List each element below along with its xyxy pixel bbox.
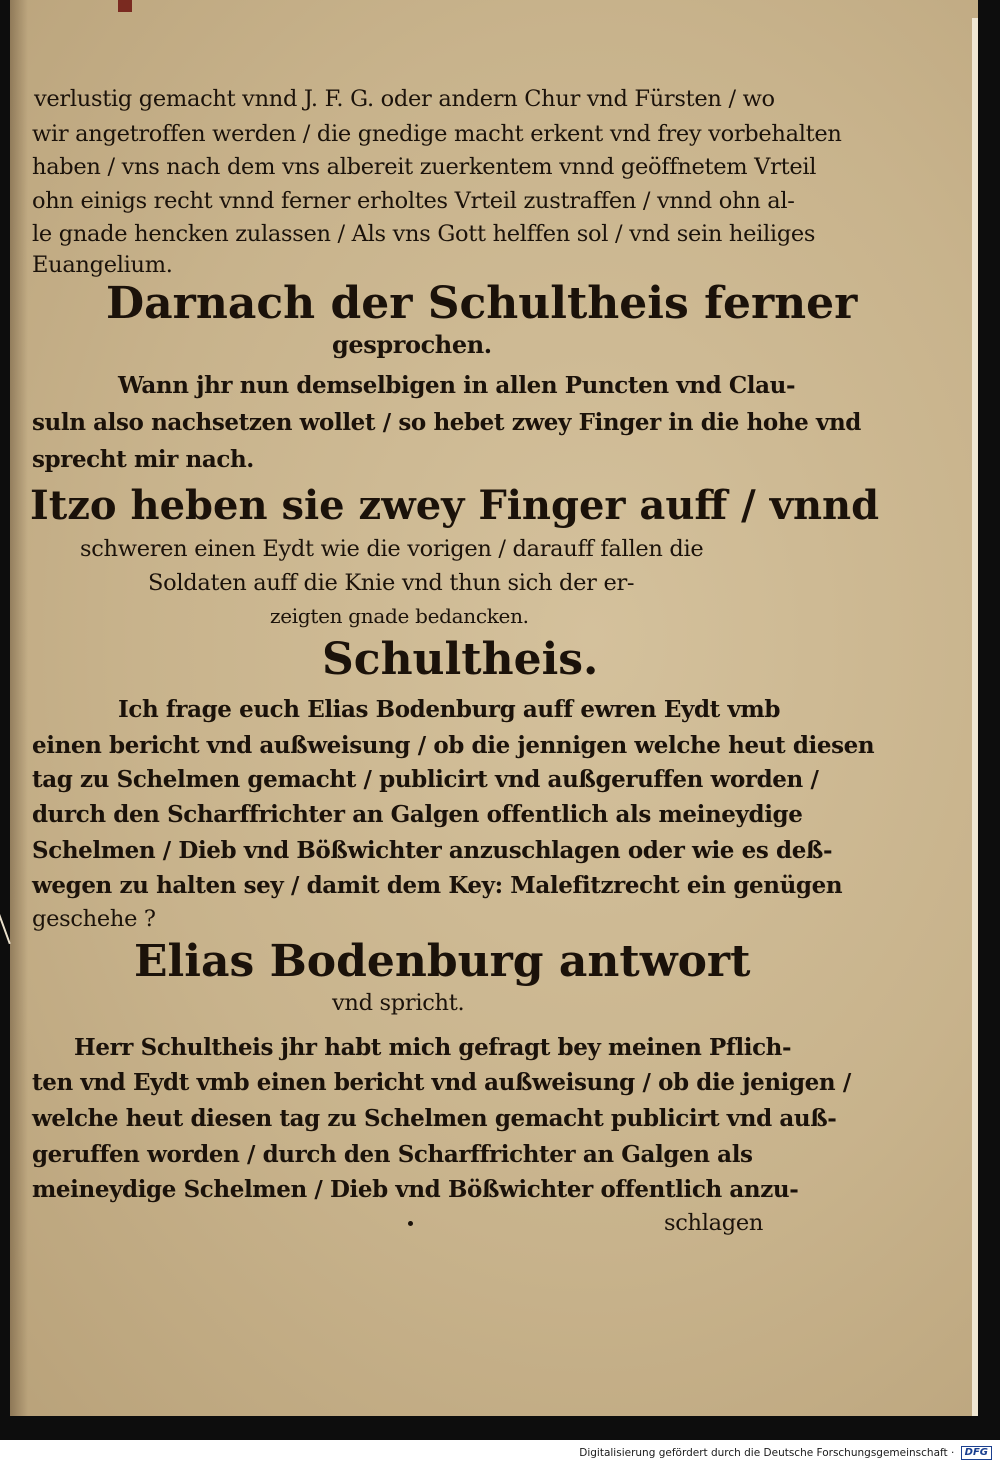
text-line: Euangelium. bbox=[32, 252, 173, 278]
heading-continuation: schweren einen Eydt wie die vorigen / darauff fallen die bbox=[80, 536, 704, 562]
speaker-heading-continuation: vnd spricht. bbox=[332, 990, 465, 1016]
text-line: suln also nachsetzen wollet / so hebet zwey Finger in die hohe vnd bbox=[32, 409, 861, 436]
text-line: geschehe ? bbox=[32, 906, 156, 932]
text-line: Schelmen / Dieb vnd Bößwichter anzuschlagen oder wie es deß- bbox=[32, 837, 833, 864]
text-line: ohn einigs recht vnnd ferner erholtes Vrteil zustraffen / vnnd ohn al- bbox=[32, 188, 795, 214]
text-line: haben / vns nach dem vns albereit zuerkentem vnnd geöffnetem Vrteil bbox=[32, 154, 817, 180]
text-line: welche heut diesen tag zu Schelmen gemacht publicirt vnd auß- bbox=[32, 1105, 837, 1132]
heading-continuation: Soldaten auff die Knie vnd thun sich der er- bbox=[148, 570, 635, 596]
section-heading-continuation: gesprochen. bbox=[332, 330, 492, 359]
text-line: tag zu Schelmen gemacht / publicirt vnd außgeruffen worden / bbox=[32, 766, 819, 793]
section-heading: Darnach der Schultheis ferner bbox=[106, 278, 858, 329]
page-edge bbox=[972, 18, 978, 1416]
binding-ribbon bbox=[118, 0, 132, 12]
text-line: wegen zu halten sey / damit dem Key: Malefitzrecht ein genügen bbox=[32, 872, 843, 899]
text-line: einen bericht vnd außweisung / ob die jennigen welche heut diesen bbox=[32, 732, 875, 759]
text-line: sprecht mir nach. bbox=[32, 446, 254, 473]
speaker-heading: Schultheis. bbox=[322, 634, 599, 685]
text-line: wir angetroffen werden / die gnedige macht erkent vnd frey vorbehalten bbox=[32, 121, 842, 147]
speaker-heading: Elias Bodenburg antwort bbox=[134, 936, 751, 987]
text-line: ten vnd Eydt vmb einen bericht vnd außweisung / ob die jenigen / bbox=[32, 1069, 851, 1096]
text-line: geruffen worden / durch den Scharffrichter an Galgen als bbox=[32, 1141, 753, 1168]
funding-text: Digitalisierung gefördert durch die Deutsche Forschungsgemeinschaft · bbox=[579, 1447, 955, 1459]
heading-continuation: zeigten gnade bedancken. bbox=[270, 604, 529, 628]
catchword: schlagen bbox=[664, 1210, 764, 1236]
section-heading: Itzo heben sie zwey Finger auff / vnnd bbox=[30, 482, 880, 529]
text-line: Herr Schultheis jhr habt mich gefragt bey meinen Pflich- bbox=[74, 1034, 792, 1061]
page-gutter-shadow bbox=[10, 0, 28, 1416]
text-line: Wann jhr nun demselbigen in allen Puncten vnd Clau- bbox=[118, 372, 796, 399]
text-line: Ich frage euch Elias Bodenburg auff ewren Eydt vmb bbox=[118, 696, 781, 723]
text-line: durch den Scharffrichter an Galgen offentlich als meineydige bbox=[32, 801, 803, 828]
text-line: meineydige Schelmen / Dieb vnd Bößwichter offentlich anzu- bbox=[32, 1176, 799, 1203]
funding-footer bbox=[579, 1446, 992, 1460]
dfg-logo: DFG bbox=[961, 1446, 992, 1460]
ornament-dot bbox=[408, 1221, 413, 1226]
text-line: le gnade hencken zulassen / Als vns Gott helffen sol / vnd sein heiliges bbox=[32, 221, 816, 247]
text-line: verlustig gemacht vnnd J. F. G. oder andern Chur vnd Fürsten / wo bbox=[34, 86, 775, 112]
